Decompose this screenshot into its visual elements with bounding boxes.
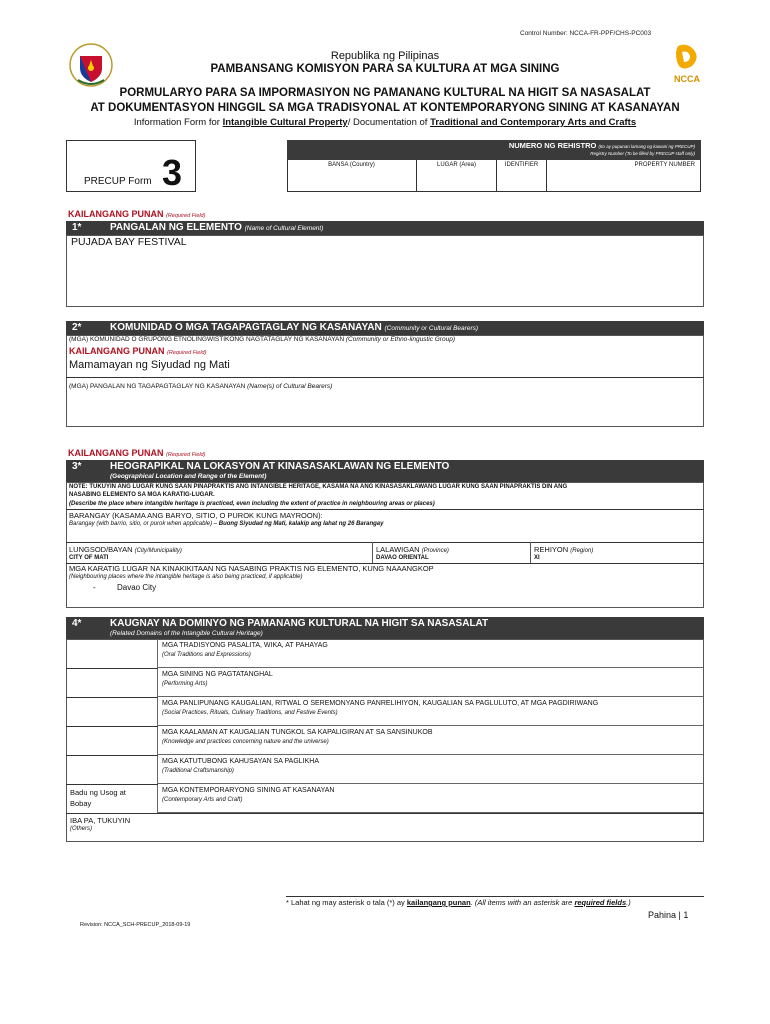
footer-rule <box>286 896 704 897</box>
page-number: Pahina | 1 <box>648 910 689 920</box>
domain-row-oral[interactable]: MGA TRADISYONG PASALITA, WIKA, AT PAHAYAG (Oral Traditions and Expressions) <box>158 639 703 668</box>
section1-input[interactable] <box>66 235 704 307</box>
city-label: LUNGSOD/BAYAN (City/Municipality) <box>69 545 182 554</box>
city-value[interactable]: CITY OF MATI <box>69 555 109 561</box>
domain-divider <box>66 697 158 698</box>
others-label: IBA PA, TUKUYIN <box>70 816 131 825</box>
registry-col-country[interactable]: BANSA (Country) <box>287 160 417 192</box>
section3-col-divider1 <box>372 542 373 563</box>
section1-header <box>66 221 704 235</box>
section2-divider <box>66 377 704 378</box>
section3-title: HEOGRAPIKAL NA LOKASYON AT KINASASAKLAWAN NG ELEMENTO <box>110 461 450 472</box>
section2-header <box>66 321 704 335</box>
required-field-label-1: KAILANGANG PUNAN (Required Field) <box>68 209 206 219</box>
required-field-label-3: KAILANGANG PUNAN (Required Field) <box>68 448 206 458</box>
neighbor-label: MGA KARATIG LUGAR NA KINAKIKITAAN NG NASABING PRAKTIS NG ELEMENTO, KUNG NAAANGKOP <box>69 564 434 573</box>
section3-divider2 <box>66 542 704 543</box>
section3-note-en: (Describe the place where intangible heritage is practiced, even including the extent of practice in neighbouring areas or places) <box>69 501 435 507</box>
precup-form-label: PRECUP Form <box>84 176 152 187</box>
domain-row-contemporary[interactable]: MGA KONTEMPORARYONG SINING AT KASANAYAN (Contemporary Arts and Craft) <box>158 784 703 813</box>
section4-header <box>66 617 704 639</box>
required-field-label-2: KAILANGANG PUNAN (Required Field) <box>69 346 207 356</box>
section3-divider1 <box>66 509 704 510</box>
domain-row-social[interactable]: MGA PANLIPUNANG KAUGALIAN, RITWAL O SEREMONYANG PANRELIHIYON, KAUGALIAN SA PAGLULUTO, AT MGA PAGDIRIWANG (Social Practices, Rituals, Culinary Traditions, and Festive Events) <box>158 697 703 726</box>
domain-divider <box>66 784 158 785</box>
control-number: Control Number: NCCA-FR-PPF/CHS-PC003 <box>520 30 652 37</box>
form-title-line1: PORMULARYO PARA SA IMPORMASIYON NG PAMANANG KULTURAL NA HIGIT SA NASASALAT <box>119 87 651 99</box>
section1-number: 1* <box>72 222 82 233</box>
section3-number: 3* <box>72 461 82 472</box>
ncca-logo-text: NCCA <box>674 74 700 84</box>
domain-divider <box>66 668 158 669</box>
domain-divider <box>66 755 158 756</box>
barangay-label: BARANGAY (KASAMA ANG BARYO, SITIO, O PUROK KUNG MAYROON): <box>69 511 323 520</box>
registry-header <box>287 140 701 160</box>
section3-col-divider2 <box>530 542 531 563</box>
element-name-value: PUJADA BAY FESTIVAL <box>71 236 187 248</box>
revision-label: Revision: NCCA_SCH-PRECUP_2018-09-19 <box>80 922 191 928</box>
form-subtitle: Information Form for Intangible Cultural Property/ Documentation of Traditional and Contemporary Arts and Crafts <box>133 117 637 128</box>
others-label-en: (Others) <box>70 826 93 832</box>
province-value[interactable]: DAVAO ORIENTAL <box>376 555 429 561</box>
registry-col-area[interactable]: LUGAR (Area) <box>417 160 497 192</box>
barangay-value: Buong Siyudad ng Mati, kalakip ang lahat ng 26 Barangay <box>218 521 384 527</box>
section3-title-en: (Geographical Location and Range of the Element) <box>110 473 267 480</box>
domain-divider <box>66 726 158 727</box>
cultural-bearers-label: (MGA) PANGALAN NG TAGAPAGTAGLAY NG KASANAYAN (Name(s) of Cultural Bearers) <box>69 383 333 390</box>
neighbor-value[interactable]: Davao City <box>117 583 157 592</box>
registry-subtitle: Registry Number (To be filled by PRECUP staff only) <box>590 151 695 156</box>
republic-heading: Republika ng Pilipinas <box>330 50 440 62</box>
region-label: REHIYON (Region) <box>534 545 594 554</box>
neighbor-bullet: - <box>93 583 96 592</box>
section4-title-en: (Related Domains of the Intangible Cultural Heritage) <box>110 630 263 637</box>
section3-note-line2: NASABING ELEMENTO SA MGA KARATIG-LUGAR. <box>69 492 215 498</box>
domain-row-performing[interactable]: MGA SINING NG PAGTATANGHAL (Performing Arts) <box>158 668 703 697</box>
registry-columns <box>287 160 701 192</box>
domain-row-knowledge[interactable]: MGA KAALAMAN AT KAUGALIAN TUNGKOL SA KAPALIGIRAN AT SA SANSINUKOB (Knowledge and practices concerning nature and the universe) <box>158 726 703 755</box>
section1-title: PANGALAN NG ELEMENTO (Name of Cultural Element) <box>110 222 324 233</box>
domain-divider-others <box>66 813 704 814</box>
section4-title: KAUGNAY NA DOMINYO NG PAMANANG KULTURAL NA HIGIT SA NASASALAT <box>110 618 489 629</box>
registry-col-property[interactable]: PROPERTY NUMBER <box>634 162 695 168</box>
section2-number: 2* <box>72 322 82 333</box>
contemporary-value[interactable]: Badu ng Usog at Bobay <box>70 788 126 808</box>
precup-form-number: 3 <box>162 152 183 193</box>
agency-name: PAMBANSANG KOMISYON PARA SA KULTURA AT MGA SINING <box>210 63 560 75</box>
neighbor-label-en: (Neighbouring places where the intangible heritage is also being practiced, if applicable) <box>69 574 303 580</box>
footer-note: * Lahat ng may asterisk o tala (*) ay kailangang punan. (All items with an asterisk are required fields.) <box>286 898 631 907</box>
community-value[interactable]: Mamamayan ng Siyudad ng Mati <box>69 359 230 371</box>
region-value[interactable]: XI <box>534 555 540 561</box>
section2-title: KOMUNIDAD O MGA TAGAPAGTAGLAY NG KASANAYAN (Community or Cultural Bearers) <box>110 322 479 333</box>
registry-col-identifier[interactable]: IDENTIFIER <box>497 160 547 192</box>
barangay-row[interactable]: Barangay (with barrio, sitio, or purok when applicable) – Buong Siyudad ng Mati, kalakip ang lahat ng 26 Barangay <box>69 521 384 527</box>
registry-title-note: (Ito ay pupunan lamang ng kawani ng PRECUP) <box>598 144 695 149</box>
section3-note-line1: NOTE: TUKUYIN ANG LUGAR KUNG SAAN PINAPRAKTIS ANG INTANGIBLE HERITAGE, KASAMA NA ANG KINASASAKLAWANG LUGAR KUNG SAAN PINAPRAKTIS DIN ANG <box>69 484 568 490</box>
section3-header <box>66 460 704 482</box>
domain-row-craftsmanship[interactable]: MGA KATUTUBONG KAHUSAYAN SA PAGLIKHA (Traditional Craftsmanship) <box>158 755 703 784</box>
registry-title: NUMERO NG REHISTRO <box>508 141 597 150</box>
section4-number: 4* <box>72 618 82 629</box>
province-label: LALAWIGAN (Province) <box>376 545 449 554</box>
form-title-line2: AT DOKUMENTASYON HINGGIL SA MGA TRADISYONAL AT KONTEMPORARYONG SINING AT KASANAYAN <box>90 102 680 114</box>
community-group-label: (MGA) KOMUNIDAD O GRUPONG ETNOLINGWISTIKONG NAGTATAGLAY NG KASANAYAN (Community or Ethno-lingustic Group) <box>69 336 455 343</box>
